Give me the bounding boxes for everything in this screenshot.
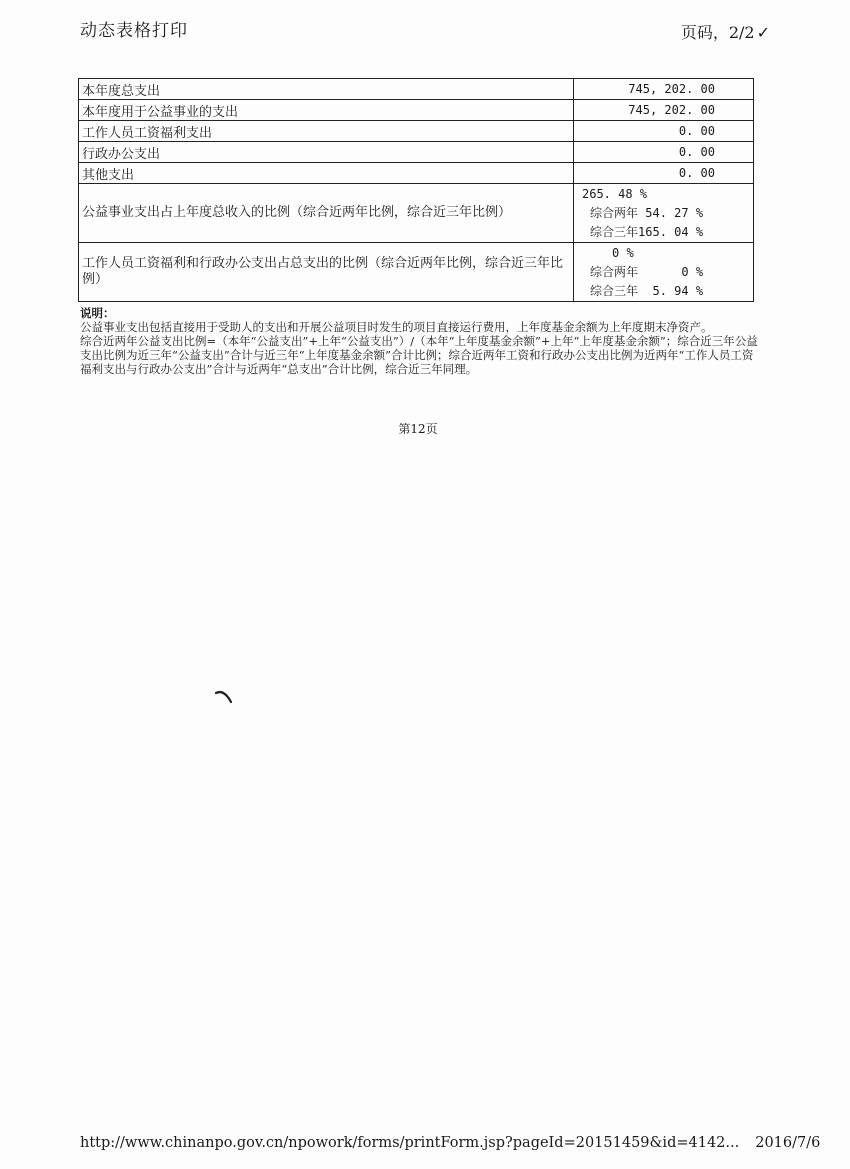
table-row <box>79 163 754 184</box>
ratio-three-year-value: 5. 94 % <box>638 283 704 298</box>
table-row <box>79 121 754 142</box>
print-footer <box>80 1135 820 1151</box>
row-value: 745, 202. 00 <box>574 79 754 100</box>
ratio-label: 工作人员工资福利和行政办公支出占总支出的比例（综合近两年比例，综合近三年比例） <box>79 243 574 302</box>
ratio-three-year-label: 综合三年 <box>590 283 639 298</box>
scan-smudge-icon <box>214 688 236 706</box>
row-label: 本年度用于公益事业的支出 <box>79 100 574 121</box>
expense-table <box>78 78 754 302</box>
table-row <box>79 79 754 100</box>
source-url: http://www.chinanpo.gov.cn/npowork/forms/printForm.jsp?pageId=20151459&id=4142... <box>80 1135 740 1151</box>
ratio-two-year-label: 综合两年 <box>590 205 639 220</box>
table-row <box>79 100 754 121</box>
ratio-two-year-value: 0 % <box>638 264 704 279</box>
ratio-two-year-label: 综合两年 <box>590 264 639 279</box>
notes-section <box>80 306 760 376</box>
row-value: 0. 00 <box>574 163 754 184</box>
ratio-two-year <box>582 263 750 282</box>
page-indicator-text: 页码，2/2 <box>680 23 755 42</box>
row-label: 行政办公支出 <box>79 142 574 163</box>
table-row <box>79 142 754 163</box>
notes-title: 说明： <box>80 306 115 320</box>
row-label: 其他支出 <box>79 163 574 184</box>
ratio-two-year-value: 54. 27 % <box>638 205 704 220</box>
table-row <box>79 184 754 243</box>
ratio-current: 0 % <box>612 245 634 260</box>
ratio-three-year <box>582 223 750 242</box>
ratio-label: 公益事业支出占上年度总收入的比例（综合近两年比例，综合近三年比例） <box>79 184 574 243</box>
print-title: 动态表格打印 <box>80 21 188 41</box>
ratio-three-year-label: 综合三年 <box>590 224 639 239</box>
notes-paragraph: 公益事业支出包括直接用于受助人的支出和开展公益项目时发生的项目直接运行费用，上年度基金余额为上年度期末净资产。 <box>80 320 713 334</box>
check-mark-icon: ✓ <box>756 23 770 42</box>
row-value: 0. 00 <box>574 142 754 163</box>
row-value: 745, 202. 00 <box>574 100 754 121</box>
ratio-current: 265. 48 % <box>582 186 648 201</box>
row-label: 工作人员工资福利支出 <box>79 121 574 142</box>
table-row <box>79 243 754 302</box>
notes-paragraph: 综合近两年公益支出比例=（本年“公益支出”+上年“公益支出”）/（本年“上年度基金余额”+上年“上年度基金余额”；综合近三年公益支出比例为近三年“公益支出”合计与近三年“上年度基金余额”合计比例；综合近两年工资和行政办公支出比例为近两年“工作人员工资福利支出与行政办公支出”合计与近两年“总支出”合计比例，综合近三年同理。 <box>80 334 758 376</box>
ratio-three-year-value: 165. 04 % <box>638 224 704 239</box>
ratio-three-year <box>582 282 750 301</box>
row-value: 0. 00 <box>574 121 754 142</box>
ratio-values <box>574 184 754 243</box>
page-number: 第12页 <box>398 422 438 436</box>
print-date: 2016/7/6 <box>755 1135 821 1151</box>
page-indicator <box>681 20 770 43</box>
ratio-values <box>574 243 754 302</box>
ratio-two-year <box>582 204 750 223</box>
row-label: 本年度总支出 <box>79 79 574 100</box>
